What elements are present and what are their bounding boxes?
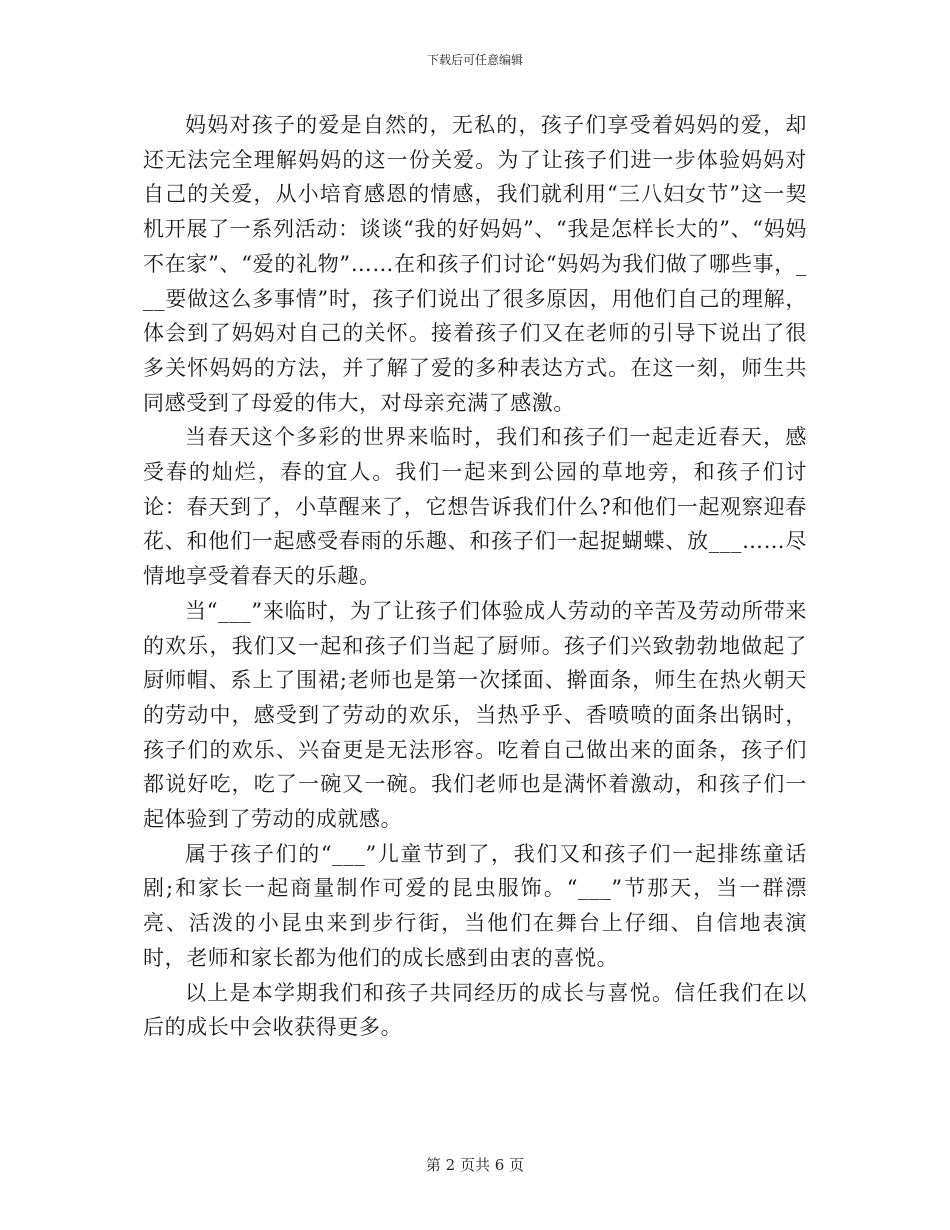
document-body — [143, 108, 807, 1045]
page-number: 第 2 页共 6 页 — [425, 1156, 525, 1174]
page-header-note: 下载后可任意编辑 — [426, 53, 523, 67]
paragraph-spring: 当春天这个多彩的世界来临时，我们和孩子们一起走近春天，感受春的灿烂，春的宜人。我们一起来到公园的草地旁，和孩子们讨论：春天到了，小草醒来了，它想告诉我们什么?和他们一起观察迎春花、和他们一起感受春雨的乐趣、和孩子们一起捉蝴蝶、放___……尽情地享受着春天的乐趣。 — [143, 425, 807, 589]
paragraph-summary: 以上是本学期我们和孩子共同经历的成长与喜悦。信任我们在以后的成长中会收获得更多。 — [143, 980, 807, 1040]
paragraph-childrens-day: 属于孩子们的“___”儿童节到了，我们又和孩子们一起排练童话剧;和家长一起商量制作可爱的昆虫服饰。“___”节那天，当一群漂亮、活泼的小昆虫来到步行街，当他们在舞台上仔细、自信地表演时，老师和家长都为他们的成长感到由衷的喜悦。 — [143, 841, 807, 970]
paragraph-labor-day: 当“___”来临时，为了让孩子们体验成人劳动的辛苦及劳动所带来的欢乐，我们又一起和孩子们当起了厨师。孩子们兴致勃勃地做起了厨师帽、系上了围裙;老师也是第一次揉面、擀面条，师生在热火朝天的劳动中，感受到了劳动的欢乐，当热乎乎、香喷喷的面条出锅时，孩子们的欢乐、兴奋更是无法形容。吃着自己做出来的面条，孩子们都说好吃，吃了一碗又一碗。我们老师也是满怀着激动，和孩子们一起体验到了劳动的成就感。 — [143, 598, 807, 832]
paragraph-mothers-love: 妈妈对孩子的爱是自然的，无私的，孩子们享受着妈妈的爱，却还无法完全理解妈妈的这一份关爱。为了让孩子们进一步体验妈妈对自己的关爱，从小培育感恩的情感，我们就利用“三八妇女节”这一契机开展了一系列活动：谈谈“我的好妈妈”、“我是怎样长大的”、“妈妈不在家”、“爱的礼物”……在和孩子们讨论“妈妈为我们做了哪些事，___要做这么多事情”时，孩子们说出了很多原因，用他们自己的理解，体会到了妈妈对自己的关怀。接着孩子们又在老师的引导下说出了很多关怀妈妈的方法，并了解了爱的多种表达方式。在这一刻，师生共同感受到了母爱的伟大，对母亲充满了感激。 — [143, 113, 807, 415]
